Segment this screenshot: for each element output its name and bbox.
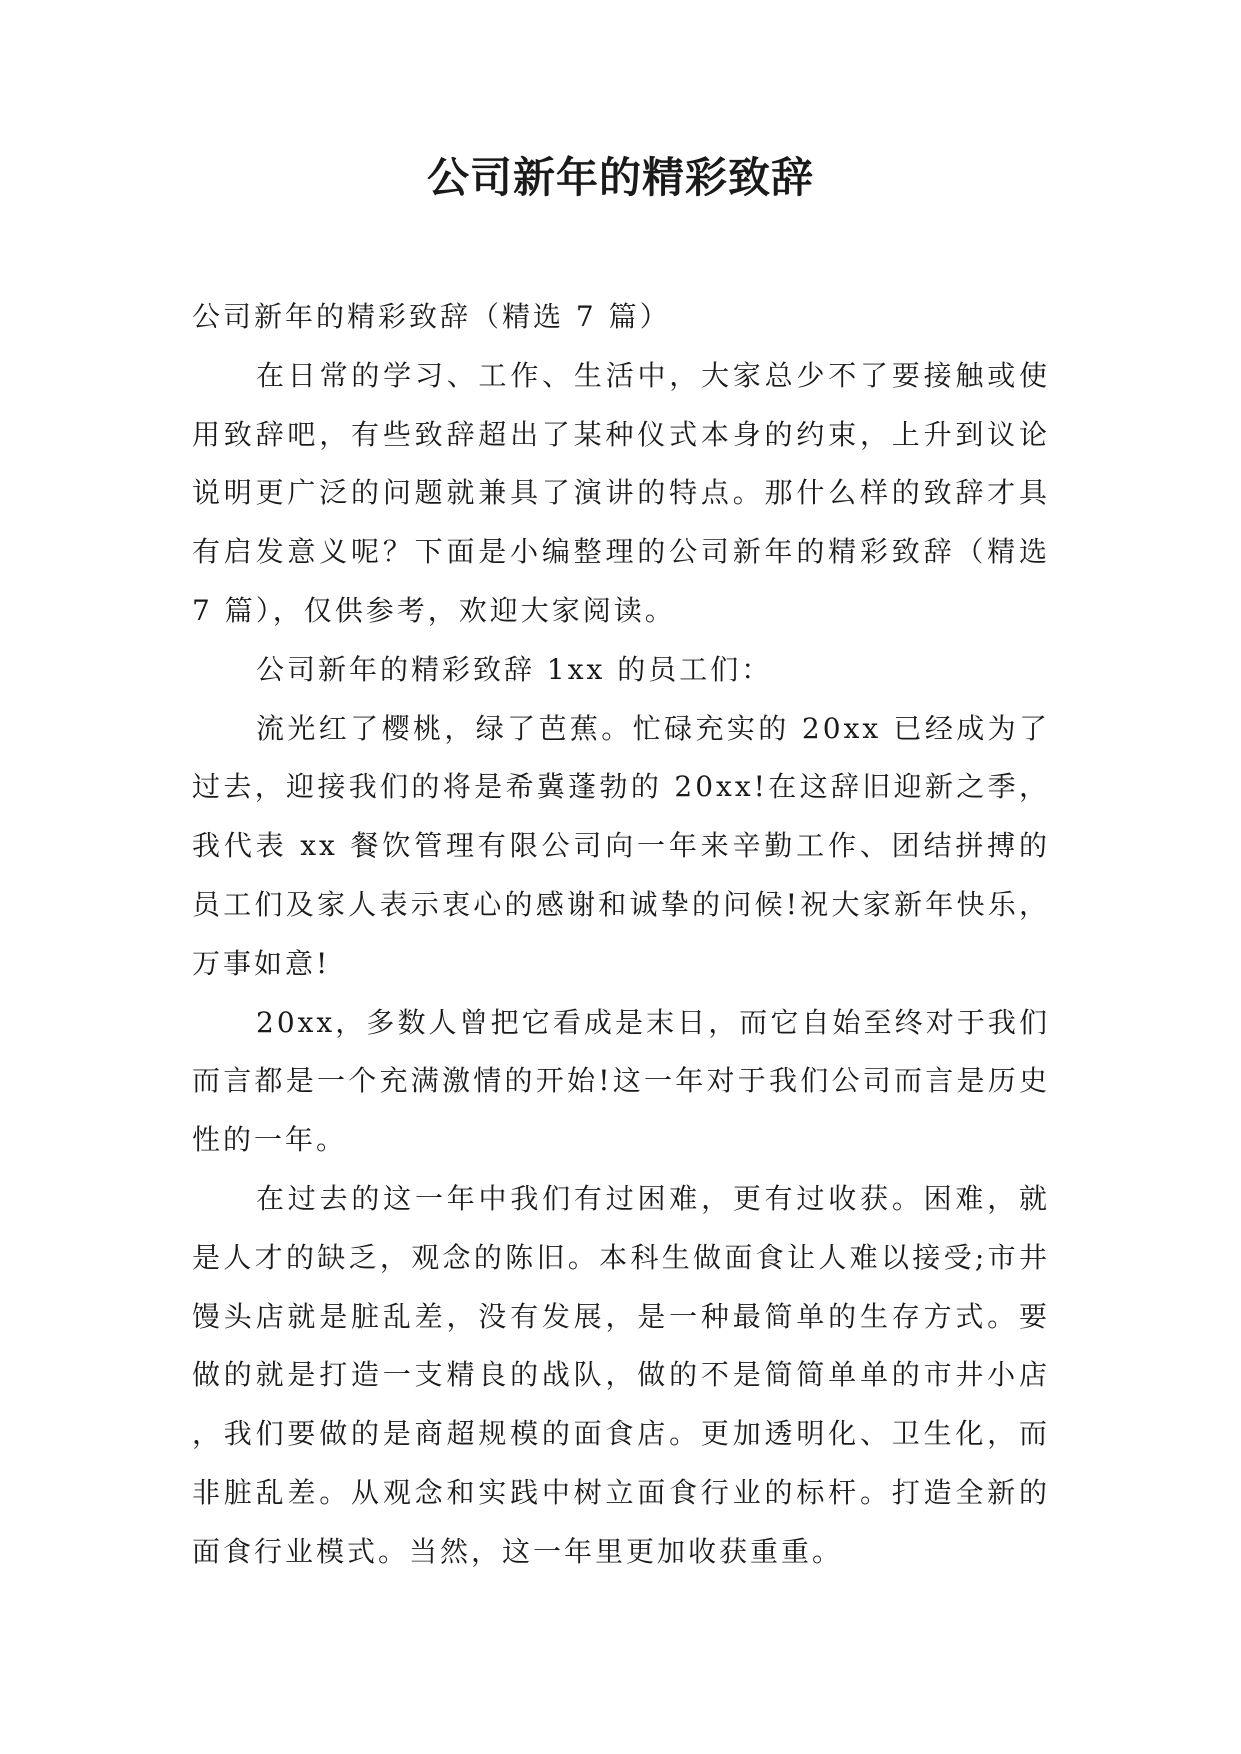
speech-heading: 公司新年的精彩致辞 1xx 的员工们： [256, 652, 773, 686]
document-body [192, 288, 1050, 1582]
subtitle-line: 公司新年的精彩致辞（精选 7 篇） [192, 300, 671, 333]
body-paragraph: 流光红了樱桃，绿了芭蕉。忙碌充实的 20xx 已经成为了过去，迎接我们的将是希冀蓬勃的 20xx!在这辞旧迎新之季，我代表 xx 餐饮管理有限公司向一年来辛勤工作、团结拼搏的员工们及家人表示衷心的感谢和诚挚的问候!祝大家新年快乐，万事如意! [192, 711, 1050, 980]
document-title: 公司新年的精彩致辞 [426, 153, 814, 202]
body-paragraph: 在过去的这一年中我们有过困难，更有过收获。困难，就是人才的缺乏，观念的陈旧。本科生做面食让人难以接受;市井馒头店就是脏乱差，没有发展，是一种最简单的生存方式。要做的就是打造一支精良的战队，做的不是简简单单的市井小店，我们要做的是商超规模的面食店。更加透明化、卫生化，而非脏乱差。从观念和实践中树立面食行业的标杆。打造全新的面食行业模式。当然，这一年里更加收获重重。 [192, 1181, 1050, 1568]
body-paragraph: 20xx，多数人曾把它看成是末日，而它自始至终对于我们而言都是一个充满激情的开始!这一年对于我们公司而言是历史性的一年。 [192, 1005, 1050, 1157]
intro-paragraph: 在日常的学习、工作、生活中，大家总少不了要接触或使用致辞吧，有些致辞超出了某种仪式本身的约束，上升到议论说明更广泛的问题就兼具了演讲的特点。那什么样的致辞才具有启发意义呢？下面是小编整理的公司新年的精彩致辞（精选 7 篇），仅供参考，欢迎大家阅读。 [192, 358, 1050, 627]
